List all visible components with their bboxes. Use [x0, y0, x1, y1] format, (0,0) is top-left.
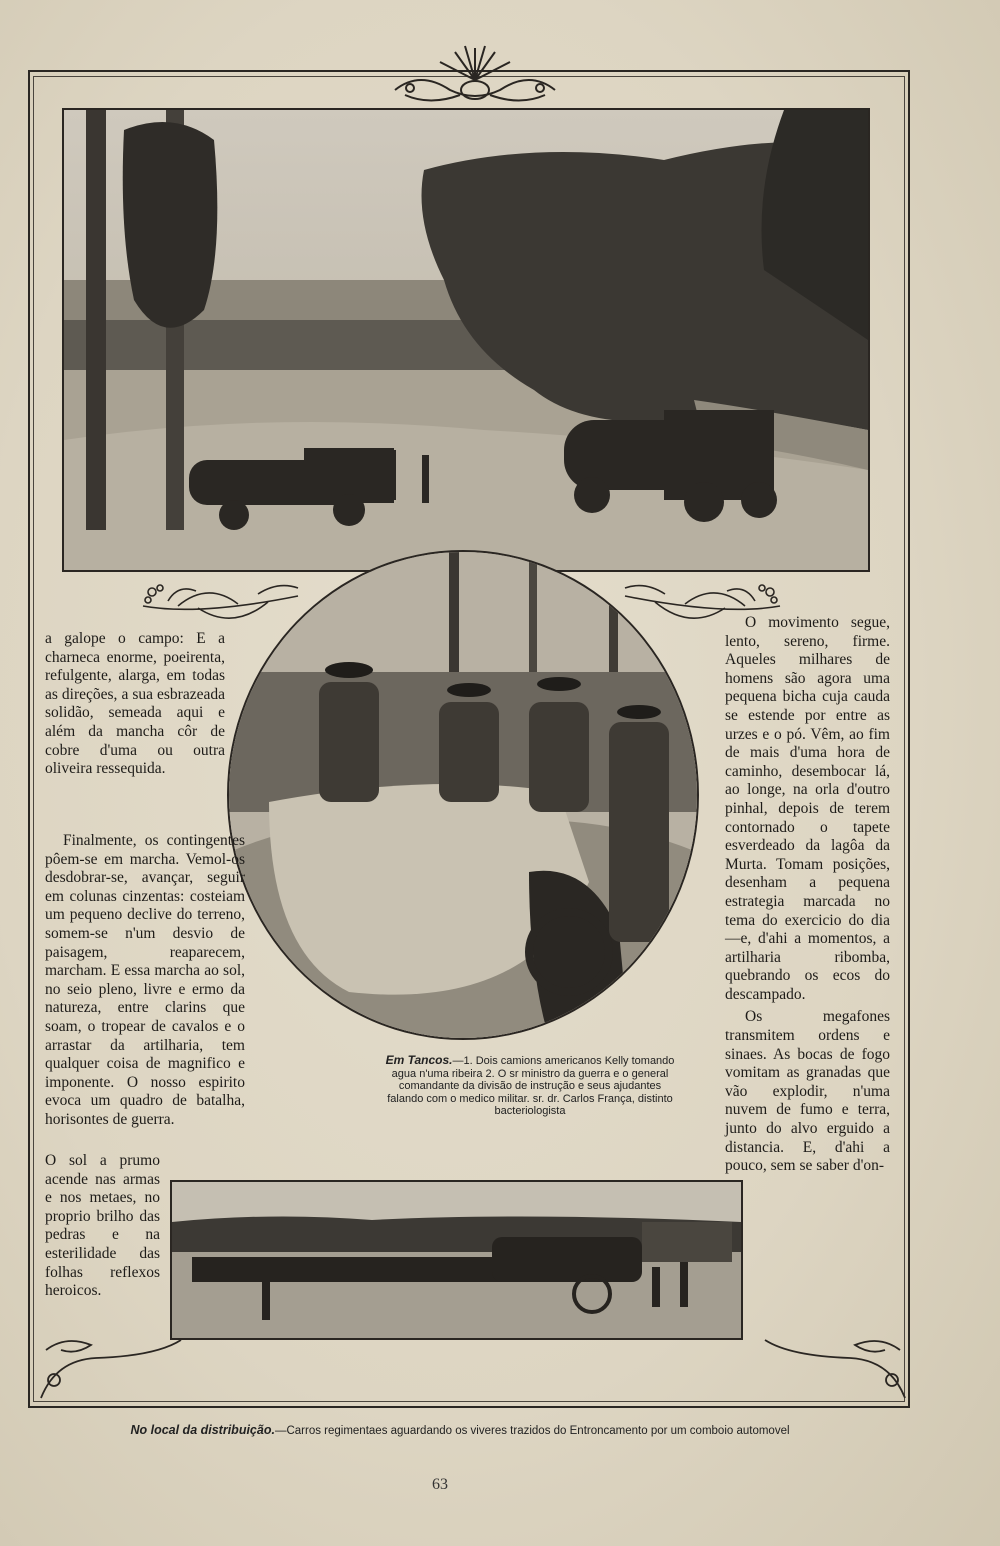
- left-paragraph-2: Finalmente, os contingentes pôem-se em marcha. Vemol-os desdobrar-se, avançar, seguir em colunas cinzentas: costeiam um pequeno declive do terreno, somem-se n'um desvio de paisagem, reaparecem, marcham. E essa marcha ao sol, no seio pleno, livre e ermo da natureza, entre clarins que soam, o tropear de cavalos e o arrastar da artilharia, tem qualquer coisa de magnifico e imponente. O nosso espirito evoca um quadro de batalha, horisontes de guerra.: [45, 832, 245, 1128]
- middle-caption-text: —1. Dois camions americanos Kelly tomando agua n'uma ribeira 2. O sr ministro da guerra e o general comandante da divisão de instrução e seus ajudantes falando com o medico militar. sr. dr. Carlos França, distinto bacteriologista: [387, 1055, 675, 1117]
- page-number: 63: [432, 1476, 448, 1493]
- left-floral-ornament: [138, 576, 308, 634]
- bottom-right-ornament: [760, 1330, 910, 1402]
- left-paragraph-3: O sol a prumo acende nas armas e nos metaes, no proprio brilho das pedras e na esterilidade das folhas reflexos heroicos.: [45, 1152, 160, 1300]
- photo-regimental-carts: [170, 1180, 743, 1340]
- bottom-caption: [100, 1424, 820, 1438]
- middle-caption: [380, 1054, 680, 1118]
- left-paragraph-1: a galope o campo: E a charneca enorme, poeirenta, refulgente, alarga, em todas as direções, a sua esbrazeada solidão, semeada aqui e além da mancha côr de cobre d'uma ou outra oliveira ressequida.: [45, 630, 225, 778]
- top-ornament: [380, 40, 570, 108]
- bottom-caption-text: —Carros regimentaes aguardando os viveres trazidos do Entroncamento por um comboio automovel: [274, 1425, 790, 1437]
- photo-water-trucks: [62, 108, 870, 572]
- left-text-column: [45, 630, 360, 779]
- right-paragraph-2: Os megafones transmitem ordens e sinaes. As bocas de fogo vomitam as granadas que vão explodir, n'uma nuvem de fumo e terra, junto do alvo erguido a distancia. E, d'ahi a pouco, sem se saber d'on-: [725, 1008, 890, 1175]
- bottom-caption-title: No local da distribuição.: [130, 1423, 275, 1437]
- bottom-left-ornament: [36, 1330, 186, 1402]
- middle-caption-title: Em Tancos.: [385, 1053, 453, 1067]
- right-paragraph-1: O movimento segue, lento, sereno, firme. Aqueles milhares de homens são agora uma pequena bicha cuja cauda se estende por entre as urzes e o pó. Vêm, ao fim de mais d'uma hora de caminho, desembocar lá, ao longe, na orla d'outro pinhal, depois de terem contornado o tapete esverdeado da lagôa da Murta. Tomam posições, desenham a pequena estrategia marcada no tema do exercicio do dia—e, d'ahi a momentos, a artilharia ribomba, quebrando os ecos do descampado.: [725, 614, 890, 1003]
- photo-officers-car: [227, 550, 699, 1040]
- left-text-column-2: [45, 832, 245, 1130]
- right-text-column: [725, 614, 890, 1176]
- left-text-column-3: [45, 1152, 160, 1301]
